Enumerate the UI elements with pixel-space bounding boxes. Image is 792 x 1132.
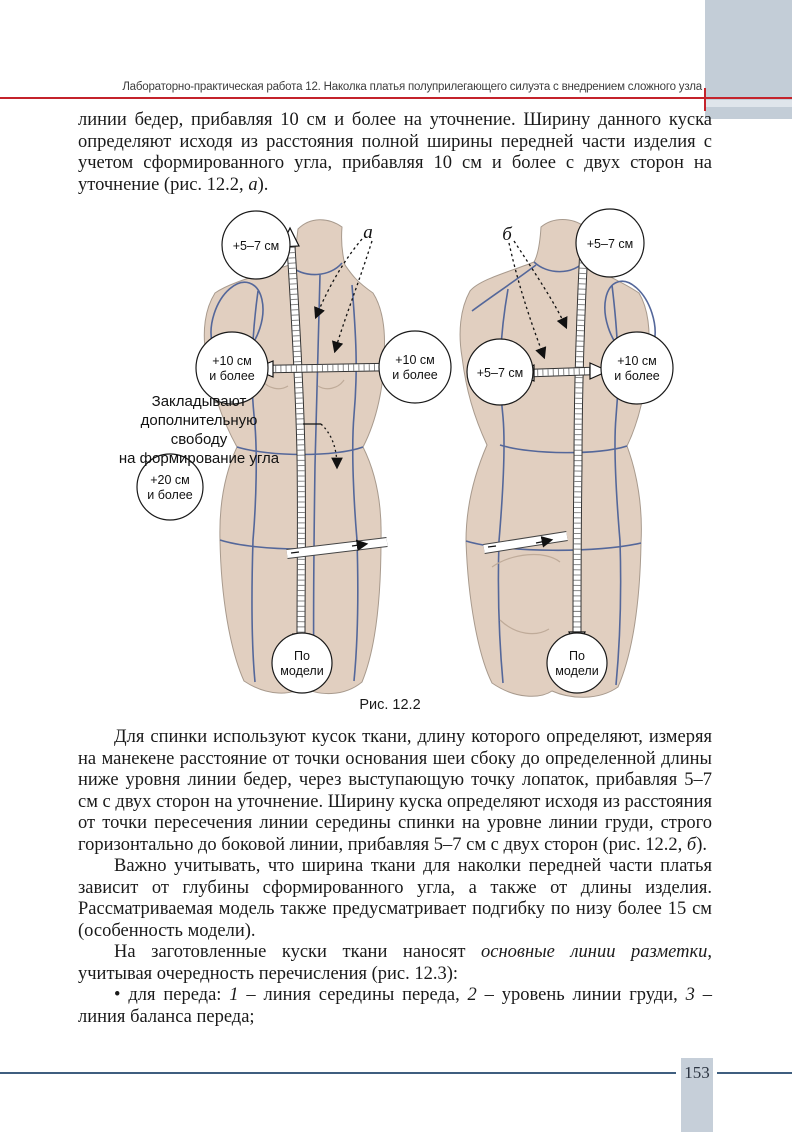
badge-b-right-line1: +10 см (617, 354, 657, 368)
figure-12-2 (0, 205, 792, 705)
badge-a-plus20-line2: и более (147, 488, 193, 502)
bullet-num2: 2 (467, 985, 477, 1005)
figure-caption: Рис. 12.2 (359, 697, 421, 713)
badge-b-left (467, 339, 533, 405)
top-right-decoration-strip (705, 100, 792, 107)
badge-a-top (222, 211, 290, 279)
badge-b-left-label: +5–7 см (476, 366, 524, 380)
p4-text-end: , учитывая очередность перечисления (рис. 12.3): (78, 942, 712, 984)
badge-a-right-line2: и более (392, 368, 438, 382)
mannequin-front (119, 211, 451, 694)
p3-text: Важно учитывать, что ширина ткани для наколки передней части платья зависит от глубины сформированного угла, а также от длины изделия. Рассматриваемая модель также предусматривает подгибку по низу более 15 см (особенность модели). (78, 856, 712, 941)
badge-a-bottom-line1: По (294, 649, 310, 663)
badge-b-bottom-line2: модели (555, 664, 599, 678)
p4-em: основные линии разметки (481, 942, 708, 962)
badge-a-right (379, 331, 451, 403)
badge-a-left-line2: и более (209, 369, 255, 383)
page-number-box (681, 1058, 713, 1132)
mannequin-back (460, 209, 673, 697)
mannequin-back-body (460, 220, 649, 698)
figure-label-a: а (363, 222, 373, 243)
badge-a-top-label: +5–7 см (232, 239, 280, 253)
bullet-t4: – линия баланса переда; (78, 985, 713, 1027)
list-item-front (78, 985, 712, 1028)
badge-b-bottom-line1: По (569, 649, 585, 663)
bullet-num1: 1 (229, 985, 239, 1005)
paragraph-back-piece (78, 727, 712, 856)
badge-a-plus20-line1: +20 см (150, 473, 190, 487)
running-header: Лабораторно-практическая работа 12. Наколка платья полуприлегающего силуэта с внедрением сложного узла (122, 81, 702, 93)
note-line3: свободу (170, 431, 228, 448)
paragraph-important (78, 856, 712, 942)
page-number: 153 (684, 1063, 710, 1082)
header-rule-tick (704, 88, 706, 111)
p2-text: Для спинки используют кусок ткани, длину которого определяют, измеряя на манекене расстояние от точки основания шеи сбоку до определенной длины ниже уровня линии бедер, через выступающую точку лопаток, прибавляя 5–7 см с двух сторон на уточнение. Ширину куска определяют исходя из расстояния от точки пересечения линии середины спинки на уровне линии груди, строго горизонтально до боковой линии, прибавляя 5–7 см с двух сторон (рис. 12.2, (78, 727, 712, 855)
paragraph-intro (78, 110, 712, 196)
bullet-t3: – уровень линии груди, (476, 985, 686, 1005)
badge-b-right-line2: и более (614, 369, 660, 383)
main-text-block (78, 727, 712, 1028)
note-line1: Закладывают (151, 393, 247, 410)
footer-rule-right (717, 1072, 792, 1074)
p2-text-end: ). (696, 834, 707, 855)
badge-a-bottom (272, 633, 332, 693)
badge-a-right-line1: +10 см (395, 353, 435, 367)
paragraph-marking-lines (78, 942, 712, 985)
footer-rule-left (0, 1072, 676, 1074)
badge-b-top (576, 209, 644, 277)
figure-label-b: б (502, 224, 512, 245)
intro-em: а (248, 174, 258, 195)
badge-b-right (601, 332, 673, 404)
bullet-t1: для переда: (120, 985, 230, 1005)
bullet-t2: – линия середины переда, (238, 985, 468, 1005)
note-line4: на формирование угла (118, 450, 280, 467)
note-line2: дополнительную (140, 412, 258, 429)
badge-a-left-line1: +10 см (212, 354, 252, 368)
p2-em: б (686, 834, 697, 855)
badge-b-bottom (547, 633, 607, 693)
header-rule (0, 97, 792, 99)
intro-text: линии бедер, прибавляя 10 см и более на уточнение. Ширину данного куска определяют исходя из расстояния полной ширины передней части изделия с учетом сформированного угла, прибавляя 10 см и более с двух сторон на уточнение (рис. 12.2, (78, 110, 712, 195)
badge-b-top-label: +5–7 см (586, 237, 634, 251)
intro-text-end: ). (257, 174, 269, 195)
p4-text: На заготовленные куски ткани наносят (114, 942, 482, 962)
badge-a-bottom-line2: модели (280, 664, 324, 678)
bullet-icon: • (114, 985, 121, 1005)
bullet-num3: 3 (685, 985, 695, 1005)
